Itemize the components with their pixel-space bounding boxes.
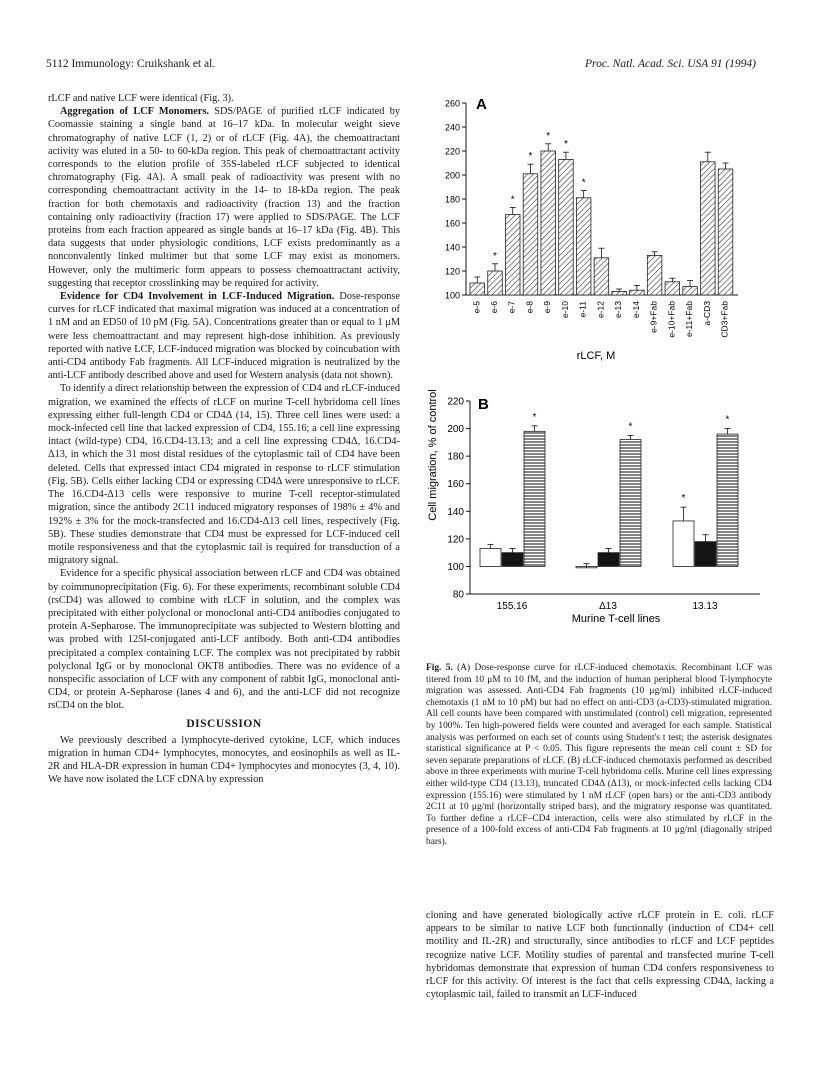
y-tick-label: 80 <box>452 589 464 601</box>
paragraph: We previously described a lymphocyte-derived cytokine, LCF, which induces migration in human CD4+ lymphocytes, monocytes, and eosinophils as well as IL-2R and HLA-DR expression in human CD4+ lymphocytes and monocytes (3, 4, 10). We have now isolated the LCF cDNA by expression <box>48 734 400 786</box>
paragraph-text: SDS/PAGE of purified rLCF indicated by Coomassie staining a single band at 16–17 kDa. In molecular weight sieve chromatography of native LCF (1, 2) or of rLCF (Fig. 4A), the chemoattractant activity was eluted in a 50- to 60-kDa region. This peak of chemoattractant activity corresponds to the elution profile of 35S-labeled rLCF subjected to identical chromatography (Fig. 4A). A small peak of radioactivity was present with no corresponding chemoattractant activity in the 14- to 18-kDa region. The peak fraction for both chemotaxis and radioactivity (fraction 13) and the fraction containing only radioactivity (fraction 17) were applied to SDS/PAGE. The LCF proteins from each fraction appeared as single bands at 16–17 kDa (Fig. 4B). This data suggests that under physiologic conditions, LCF exists predominantly as a nonconvalently linked multimer but that some LCF may exist as monomers. However, only the multimeric form appears to possess chemoattractant activity, suggesting that receptor crosslinking may be required for activity. <box>48 106 401 289</box>
panel-a <box>445 99 738 338</box>
y-tick-label: 180 <box>447 451 464 463</box>
paragraph: To identify a direct relationship between the expression of CD4 and rLCF-induced migration, we examined the effects of rLCF on murine T-cell hybridoma cell lines expressing either full-length CD4 or CD4Δ (14, 15). Three cell lines were used: a mock-infected cell line that lacked expression of CD4, 155.16; a cell line expressing intact (wild-type) CD4, 16.CD4-13.13; and a cell line expressing CD4Δ, 16.CD4-Δ13, in which the 31 most distal residues of the cytoplasmic tail of CD4 have been deleted. Cells that expressed intact CD4 migrated in response to rLCF stimulation (Fig. 5B). Cells either lacking CD4 or expressing CD4Δ were unresponsive to rLCF. The 16.CD4-Δ13 cells were responsive to murine T-cell receptor-stimulated migration, since the antibody 2C11 induced migratory responses of 198% ± 4% and 192% ± 3% for the mock-transfected and 16.CD4-Δ13 cell lines, respectively (Fig. 5B). These studies demonstrate that CD4 must be expressed for LCF-induced cell motile responsiveness and that the cytoplasmic tail is required for transduction of a migratory signal. <box>48 383 400 567</box>
bar <box>541 151 556 295</box>
figure-caption <box>426 663 772 849</box>
x-tick-label: e-13 <box>613 301 624 319</box>
section-heading: Aggregation of LCF Monomers. <box>60 106 209 118</box>
panel-b <box>447 397 760 613</box>
significance-asterisk: * <box>563 139 568 151</box>
y-tick-label: 240 <box>444 122 460 133</box>
y-tick-label: 260 <box>444 98 460 109</box>
significance-asterisk: * <box>681 493 686 505</box>
bar <box>630 290 645 295</box>
bar <box>524 431 545 566</box>
left-column <box>48 92 400 787</box>
y-tick-label: 160 <box>444 218 460 229</box>
x-tick-label: e-9 <box>542 301 553 314</box>
y-tick-label: 100 <box>447 561 464 573</box>
significance-asterisk: * <box>493 250 497 262</box>
caption-label: Fig. 5. <box>426 663 453 673</box>
bar <box>612 291 627 295</box>
y-axis-label: Cell migration, % of control <box>427 389 439 521</box>
bar <box>718 169 733 295</box>
bar <box>594 258 609 295</box>
discussion-heading: DISCUSSION <box>186 717 262 730</box>
bar <box>576 198 591 295</box>
bar <box>488 271 503 295</box>
x-tick-label: e-11 <box>577 301 588 318</box>
x-tick-label: Δ13 <box>599 601 617 612</box>
x-tick-label: 13.13 <box>692 601 718 612</box>
bar <box>505 215 520 295</box>
paragraph: cloning and have generated biologically active rLCF protein in E. coli. rLCF appears to be similar to native LCF both functionally (induction of CD4+ cell motility and IL-2R) and structurally, since antibodies to rLCF and LCF peptides recognize native LCF. Motility studies of parental and transfected murine T-cell hybridomas demonstrate that expression of human CD4 confers responsiveness to rLCF for this activity. Of interest is the fact that cells expressing CD4Δ, lacking a cytoplasmic tail, failed to transmit an LCF-induced <box>426 910 774 1001</box>
panel-b-label: B <box>478 396 489 413</box>
bar <box>502 553 523 567</box>
y-tick-label: 160 <box>447 479 464 491</box>
running-header-left: 5112 Immunology: Cruikshank et al. <box>46 58 216 70</box>
bar <box>717 434 738 566</box>
x-tick-label: a-CD3 <box>701 301 712 326</box>
significance-asterisk: * <box>528 151 533 163</box>
section-heading: Evidence for CD4 Involvement in LCF-Induced Migration. <box>60 291 335 303</box>
y-tick-label: 120 <box>447 534 464 546</box>
y-tick-label: 220 <box>444 146 460 157</box>
y-tick-label: 200 <box>444 170 460 181</box>
x-tick-label: e-10 <box>559 301 570 319</box>
x-tick-label: e-11+Fab <box>684 301 695 337</box>
panel-a-xlabel: rLCF, M <box>576 350 616 362</box>
x-tick-label: e-12 <box>595 301 606 319</box>
bar <box>665 282 680 295</box>
paragraph-text: Dose-response curves for rLCF indicated that maximal migration was induced at a concentration of 1 nM and an ED50 of 10 pM (Fig. 5A). Concentrations greater than or equal to 1 μM were less chemoattractant and may represent high-dose inhibition. As previously reported with native LCF, LCF-induced migration was blocked by coincubation with anti-CD4 antibody Fab fragments. All LCF-induced migration is neutralized by the anti-LCF antibody described above and used for Western analysis (data not shown). <box>48 291 401 382</box>
x-tick-label: 155.16 <box>496 601 528 612</box>
bar <box>695 542 716 567</box>
y-tick-label: 140 <box>447 506 464 518</box>
running-header-right: Proc. Natl. Acad. Sci. USA 91 (1994) <box>585 58 756 70</box>
bar <box>470 283 485 295</box>
bar <box>576 566 597 567</box>
y-tick-label: 120 <box>444 266 460 277</box>
bar <box>598 553 619 567</box>
y-tick-label: 200 <box>447 424 464 436</box>
caption-text: (A) Dose-response curve for rLCF-induced chemotaxis. Recombinant LCF was titered from 10 μM to 10 fM, and the induction of human peripheral blood T-lymphocyte migration was assessed. Anti-CD4 Fab fragments (10 μg/ml) inhibited rLCF-induced chemotaxis (1 nM to 10 pM) but had no effect on anti-CD3 (a-CD3)-stimulated migration. All cell counts have been compared with unstimulated (control) cell migration, represented by 100%. Ten high-powered fields were counted and averaged for each sample. Statistical analysis was performed on each set of counts using Student's t test; the asterisk designates statistical significance at P < 0.05. This figure represents the mean cell count ± SD for seven separate preparations of rLCF. (B) rLCF-induced chemotaxis performed as described above in three experiments with murine T-cell hybridoma cells. Murine cell lines expressing either wild-type CD4 (13.13), truncated CD4Δ (Δ13), or mock-infected cells lacking CD4 expression (155.16) were stimulated by 1 nM rLCF (open bars) or the anti-CD3 antibody 2C11 at 10 μg/ml (horizontally striped bars), and the migratory response was quantitated. To further define a rLCF–CD4 interaction, cells were also stimulated by rLCF in the presence of a 100-fold excess of anti-CD4 Fab fragments at 10 μg/ml (diagonally striped bars). <box>426 663 773 847</box>
significance-asterisk: * <box>628 421 633 433</box>
bar <box>673 521 694 566</box>
significance-asterisk: * <box>725 414 730 426</box>
paragraph <box>48 290 400 382</box>
significance-asterisk: * <box>546 130 551 142</box>
significance-asterisk: * <box>581 177 586 189</box>
bar <box>480 549 501 567</box>
x-tick-label: e-5 <box>471 301 482 314</box>
x-tick-label: e-6 <box>489 301 500 314</box>
bar <box>701 162 716 295</box>
significance-asterisk: * <box>510 194 515 206</box>
x-tick-label: CD3+Fab <box>719 301 730 338</box>
x-tick-label: e-9+Fab <box>648 301 659 333</box>
significance-asterisk: * <box>532 411 537 423</box>
bar <box>523 174 538 295</box>
y-tick-label: 180 <box>444 194 460 205</box>
x-tick-label: e-10+Fab <box>666 301 677 338</box>
x-tick-label: e-7 <box>506 301 517 314</box>
x-tick-label: e-14 <box>630 301 641 319</box>
bar <box>647 255 662 295</box>
x-tick-label: e-8 <box>524 301 535 314</box>
paragraph <box>48 105 400 290</box>
panel-b-xlabel: Murine T-cell lines <box>571 613 661 625</box>
paragraph: rLCF and native LCF were identical (Fig. 3). <box>48 93 234 104</box>
bar <box>620 440 641 567</box>
bar <box>683 287 698 295</box>
panel-a-label: A <box>476 96 487 113</box>
bar <box>559 159 574 295</box>
right-column-text <box>426 909 774 1001</box>
y-tick-label: 100 <box>444 290 460 301</box>
y-tick-label: 220 <box>447 396 464 408</box>
paragraph: Evidence for a specific physical association between rLCF and CD4 was obtained by coimmunoprecipitation (Fig. 6). For these experiments, recombinant soluble CD4 (rsCD4) was allowed to combine with rLCF in solution, and the complex was precipitated with either polyclonal or monoclonal anti-CD4 antibodies conjugated to protein A-Sepharose. The immunoprecipitate was subjected to Western blotting and was probed with 125I-conjugated anti-LCF antibody. Both anti-CD4 antibodies precipitated a complex containing LCF. The complex was not precipitated by rabbit polyclonal IgG or by monoclonal OKT8 antibodies. There was no evidence of a nonspecific association of LCF with any component of rabbit IgG, monoclonal anti-CD4, or protein A-Sepharose (lanes 4 and 6), and the anti-LCF did not recognize rsCD4 on the blot. <box>48 568 400 712</box>
y-tick-label: 140 <box>444 242 460 253</box>
